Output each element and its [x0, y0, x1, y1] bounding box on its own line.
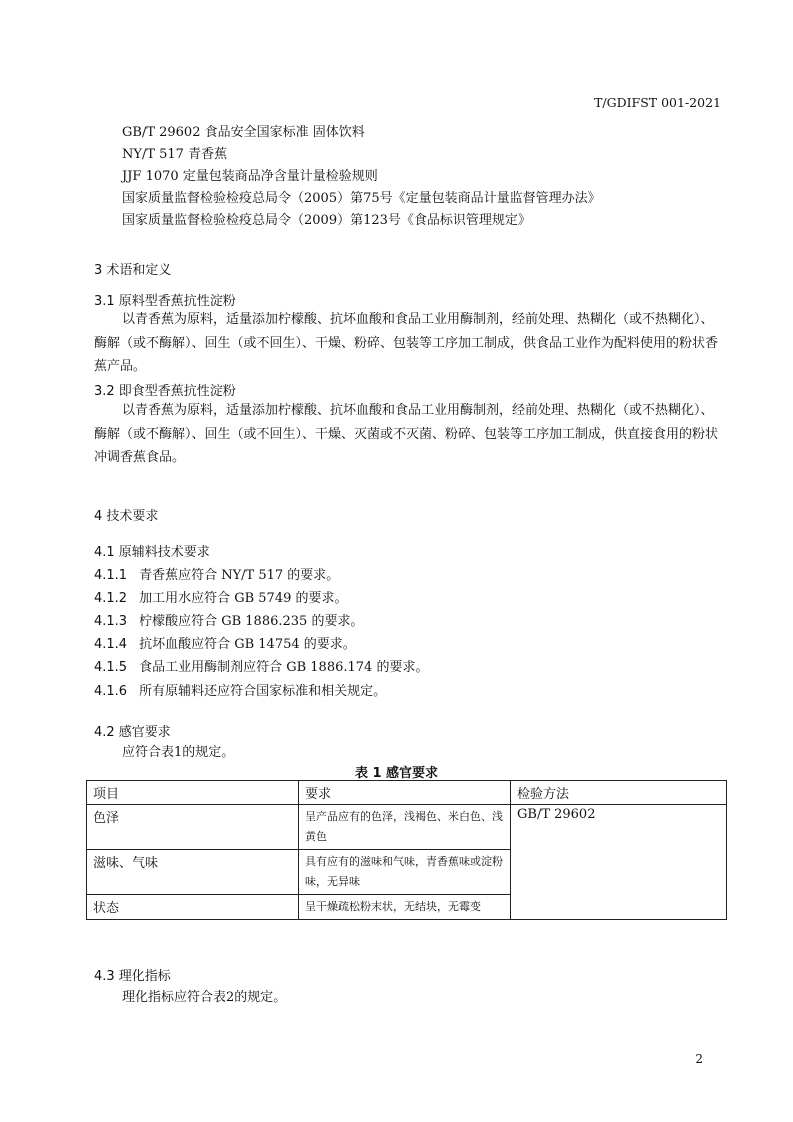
clause-number: 4.1.4 — [94, 637, 128, 652]
section-4-1-heading: 4.1 原辅料技术要求 — [94, 545, 210, 560]
reference-gb-29602: GB/T 29602 食品安全国家标准 固体饮料 — [122, 125, 365, 140]
clause-text: 加工用水应符合 GB 5749 的要求。 — [139, 591, 348, 606]
section-3-2-body: 以青香蕉为原料，适量添加柠檬酸、抗坏血酸和食品工业用酶制剂，经前处理、热糊化（或不热糊化）、酶解（或不酶解）、回生（或不回生）、干燥、灭菌或不灭菌、粉碎、包装等工序加工制成，供直接食用的粉状冲调香蕉食品。 — [94, 403, 719, 466]
reference-order-75: 国家质量监督检验检疫总局令（2005）第75号《定量包装商品计量监督管理办法》 — [122, 191, 601, 206]
cell-item-state: 状态 — [87, 895, 299, 920]
section-3-1-body: 以青香蕉为原料，适量添加柠檬酸、抗坏血酸和食品工业用酶制剂，经前处理、热糊化（或不热糊化）、酶解（或不酶解）、回生（或不回生）、干燥、粉碎、包装等工序加工制成，供食品工业作为配料使用的粉状香蕉产品。 — [94, 312, 719, 375]
table-row — [87, 805, 727, 850]
header-item: 项目 — [87, 781, 299, 805]
section-4-3-note: 理化指标应符合表2的规定。 — [122, 990, 287, 1005]
clause-number: 4.1.2 — [94, 591, 128, 606]
table-1-title: 表 1 感官要求 — [354, 766, 439, 781]
section-4-heading: 4 技术要求 — [94, 509, 159, 524]
page-number: 2 — [695, 1052, 703, 1066]
cell-req-taste-smell: 具有应有的滋味和气味，青香蕉味或淀粉味，无异味 — [299, 850, 511, 895]
clause-number: 4.1.1 — [94, 568, 128, 583]
clause-text: 柠檬酸应符合 GB 1886.235 的要求。 — [139, 614, 364, 629]
section-3-1-text — [94, 308, 718, 379]
clause-number: 4.1.3 — [94, 614, 128, 629]
header-test-method: 检验方法 — [511, 781, 727, 805]
clause-text: 青香蕉应符合 NY/T 517 的要求。 — [139, 568, 340, 583]
section-3-2-heading: 3.2 即食型香蕉抗性淀粉 — [94, 384, 236, 399]
section-4-2-note: 应符合表1的规定。 — [122, 745, 235, 760]
clause-number: 4.1.5 — [94, 660, 128, 675]
sensory-requirements-table — [86, 780, 727, 920]
clause-4-1-6 — [94, 680, 386, 699]
clause-4-1-5 — [94, 656, 428, 675]
section-3-2-text — [94, 399, 718, 470]
clause-4-1-1 — [94, 564, 339, 583]
section-4-3-heading: 4.3 理化指标 — [94, 969, 171, 984]
table-header-row — [87, 781, 727, 805]
section-3-1-heading: 3.1 原料型香蕉抗性淀粉 — [94, 294, 236, 309]
section-3-heading: 3 术语和定义 — [94, 263, 172, 278]
cell-item-taste-smell: 滋味、气味 — [87, 850, 299, 895]
clause-4-1-3 — [94, 610, 363, 629]
clause-text: 抗坏血酸应符合 GB 14754 的要求。 — [139, 637, 356, 652]
clause-4-1-2 — [94, 587, 348, 606]
cell-req-color: 呈产品应有的色泽，浅褐色、米白色、浅黄色 — [299, 805, 511, 850]
clause-number: 4.1.6 — [94, 684, 128, 699]
section-4-2-heading: 4.2 感官要求 — [94, 725, 171, 740]
reference-jjf-1070: JJF 1070 定量包装商品净含量计量检验规则 — [122, 169, 378, 184]
clause-text: 食品工业用酶制剂应符合 GB 1886.174 的要求。 — [139, 660, 429, 675]
clause-4-1-4 — [94, 633, 356, 652]
clause-text: 所有原辅料还应符合国家标准和相关规定。 — [139, 684, 387, 699]
cell-test-method: GB/T 29602 — [511, 805, 727, 920]
cell-req-state: 呈干燥疏松粉末状，无结块，无霉变 — [299, 895, 511, 920]
cell-item-color: 色泽 — [87, 805, 299, 850]
reference-ny-517: NY/T 517 青香蕉 — [122, 147, 228, 162]
header-requirement: 要求 — [299, 781, 511, 805]
reference-order-123: 国家质量监督检验检疫总局令（2009）第123号《食品标识管理规定》 — [122, 213, 531, 228]
document-code: T/GDIFST 001-2021 — [594, 95, 721, 110]
